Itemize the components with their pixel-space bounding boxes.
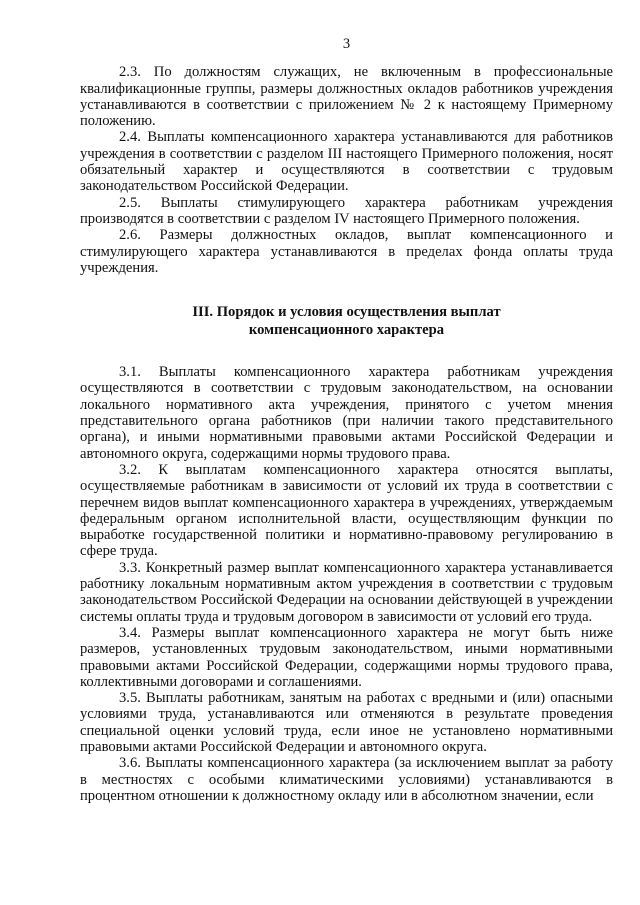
- paragraph-3-6: 3.6. Выплаты компенсационного характера (за исключением выплат за работу в местностях с особыми климатическими условиями) устанавливаются в процентном отношении к должностному окладу или в абсолютном значении, если: [80, 755, 613, 804]
- paragraph-2-6: 2.6. Размеры должностных окладов, выплат компенсационного и стимулирующего характера устанавливаются в пределах фонда оплаты труда учреждения.: [80, 227, 613, 276]
- page-number: 3: [342, 36, 351, 52]
- paragraph-3-4: 3.4. Размеры выплат компенсационного характера не могут быть ниже размеров, установленных трудовым законодательством, иными нормативными правовыми актами Российской Федерации, содержащими нормы трудового права, коллективными договорами и соглашениями.: [80, 624, 613, 690]
- paragraph-3-2: 3.2. К выплатам компенсационного характера относятся выплаты, осуществляемые работникам в зависимости от условий их труда в соответствии с перечнем видов выплат компенсационного характера в учреждениях, утверждаемым федеральным органом исполнительной власти, осуществляющим функции по выработке государственной политики и нормативно-правовому регулированию в сфере труда.: [80, 461, 613, 560]
- paragraph-2-3: 2.3. По должностям служащих, не включенным в профессиональные квалификационные группы, размеры должностных окладов работников учреждения устанавливаются в соответствии с приложением № 2 к настоящему Примерному положению.: [80, 64, 613, 130]
- document-page: [80, 36, 613, 804]
- section-heading-line1: III. Порядок и условия осуществления выплат: [192, 304, 501, 321]
- paragraph-2-5: 2.5. Выплаты стимулирующего характера работникам учреждения производятся в соответствии с разделом IV настоящего Примерного положения.: [80, 194, 613, 227]
- paragraph-3-5: 3.5. Выплаты работникам, занятым на работах с вредными и (или) опасными условиями труда, устанавливаются или отменяются в результате проведения специальной оценки условий труда, если иное не установлено нормативными правовыми актами Российской Федерации и автономного округа.: [80, 690, 613, 755]
- paragraph-3-3: 3.3. Конкретный размер выплат компенсационного характера устанавливается работнику локальным нормативным актом учреждения в соответствии с трудовым законодательством Российской Федерации на основании действующей в учреждении системы оплаты труда и трудовым договором в зависимости от условий его труда.: [80, 559, 613, 625]
- paragraph-3-1: 3.1. Выплаты компенсационного характера работникам учреждения осуществляются в соответствии с трудовым законодательством, на основании локального нормативного акта учреждения, принятого с учетом мнения представительного органа работников (при наличии такого представительного органа), и иными нормативными правовыми актами Российской Федерации и автономного округа, содержащими нормы трудового права.: [80, 364, 613, 462]
- section-heading-line2: компенсационного характера: [248, 322, 445, 339]
- paragraph-2-4: 2.4. Выплаты компенсационного характера устанавливаются для работников учреждения в соответствии с разделом III настоящего Примерного положения, носят обязательный характер и осуществляются в соответствии с трудовым законодательством Российской Федерации.: [80, 129, 613, 195]
- section-heading: [80, 303, 613, 339]
